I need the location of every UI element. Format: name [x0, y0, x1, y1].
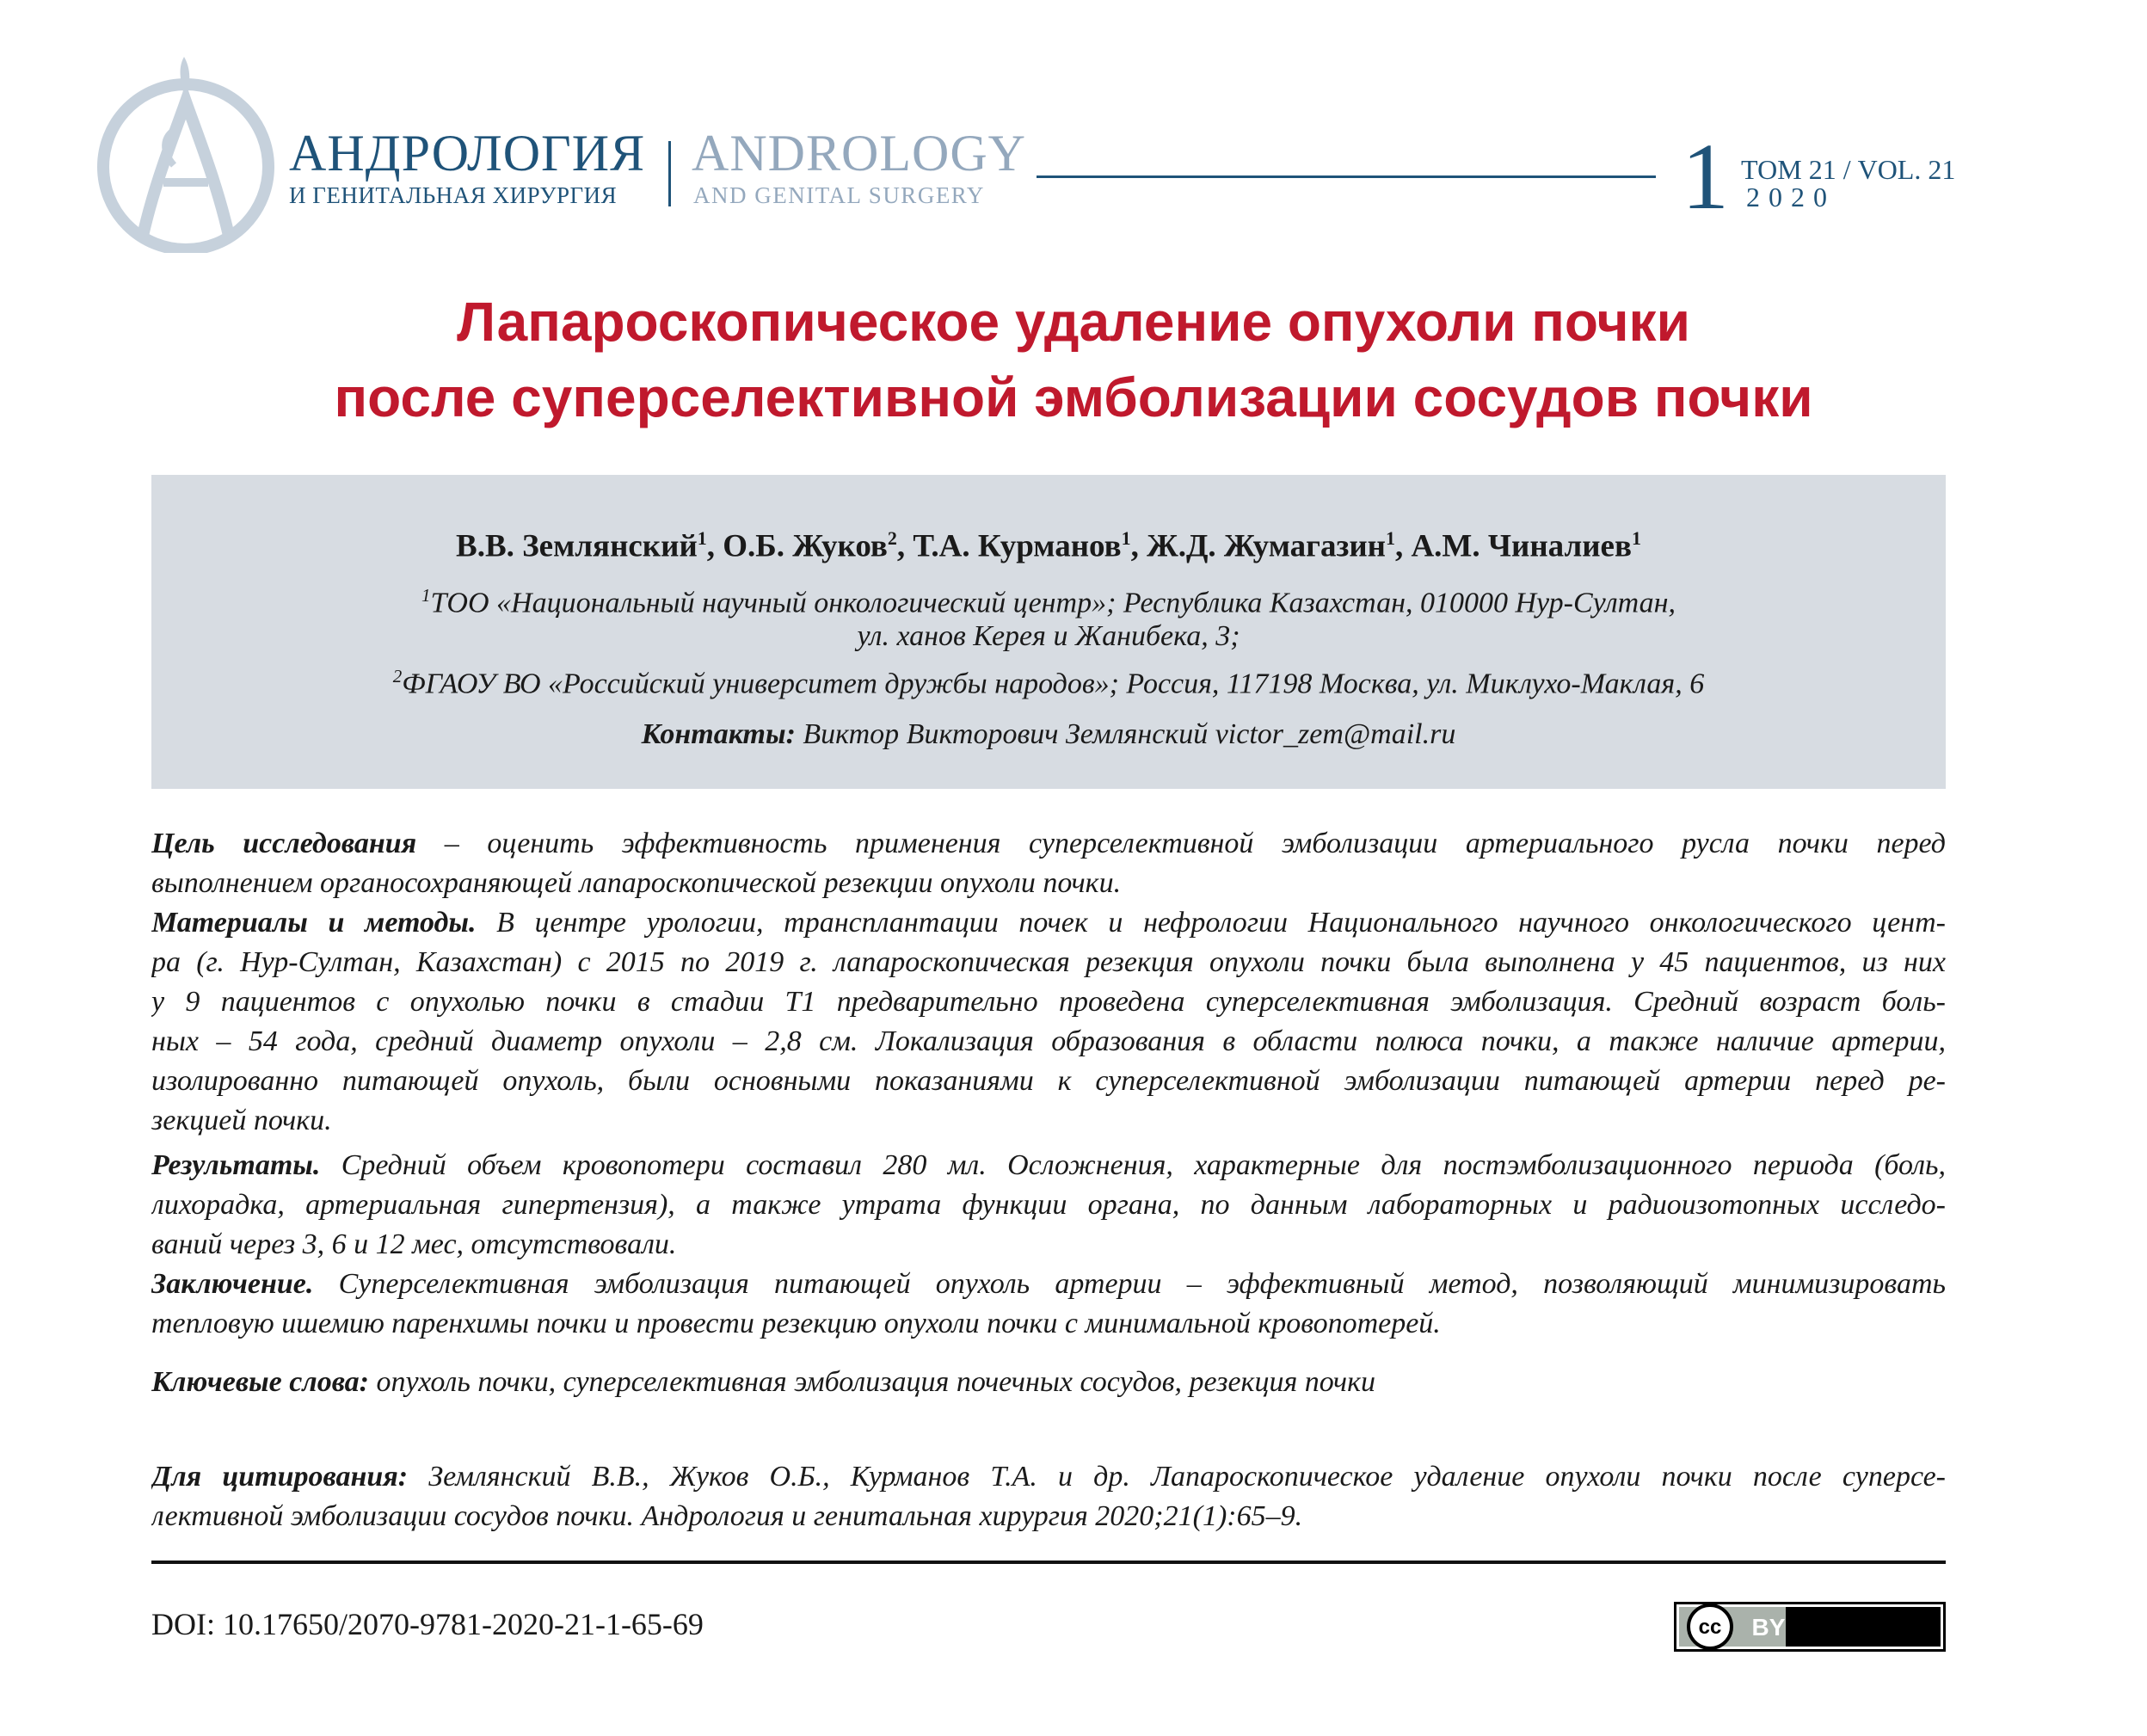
text-line: [151, 1363, 1946, 1402]
text-line: ных – 54 года, средний диаметр опухоли – 2,8 см. Локализация образования в области полюса почки, а также наличие артерии,: [151, 1025, 1946, 1057]
issue-year: 2020: [1746, 182, 1836, 212]
doi[interactable]: DOI: 10.17650/2070-9781-2020-21-1-65-69: [151, 1607, 704, 1641]
issue-number: 1: [1682, 124, 1729, 229]
author-name: А.М. Чиналиев: [1411, 528, 1632, 564]
journal-subtitle-en: AND GENITAL SURGERY: [693, 182, 985, 208]
author-affiliation-mark: 1: [1631, 527, 1641, 549]
contacts-label: Контакты:: [641, 718, 796, 750]
citation-label: Для цитирования:: [151, 1461, 409, 1493]
text-line: тепловую ишемию паренхимы почки и провести резекцию опухоли почки с минимальной кровопотерей.: [151, 1308, 1441, 1339]
author-name: Ж.Д. Жумагазин: [1147, 528, 1386, 564]
text-line: зекцией почки.: [151, 1105, 332, 1136]
journal-logo: [95, 53, 277, 253]
abstract-results: [151, 1146, 1946, 1265]
text-line: лективной эмболизации сосудов почки. Андрология и генитальная хирургия 2020;21(1):65–9.: [151, 1500, 1303, 1532]
affiliation-2-number: 2: [392, 666, 403, 686]
cc-text: cc: [1698, 1616, 1722, 1639]
journal-title-ru: АНДРОЛОГИЯ: [289, 125, 646, 182]
author-affiliation-mark: 1: [697, 527, 707, 549]
conclusion-text: Суперселективная эмболизация питающей опухоль артерии – эффективный метод, позволяющий минимизировать: [313, 1268, 1946, 1300]
article-title-line-1: Лапароскопическое удаление опухоли почки: [457, 291, 1690, 353]
author-list: [151, 520, 1946, 565]
text-line: ра (г. Нур-Султан, Казахстан) с 2015 по 2019 г. лапароскопическая резекция опухоли почки была выполнена у 45 пациентов, из них: [151, 946, 1946, 978]
header-rule: [1037, 175, 1656, 178]
author-name: Т.А. Курманов: [913, 528, 1122, 564]
journal-title-separator: [668, 141, 671, 206]
author-separator: ,: [1394, 528, 1412, 564]
abstract-conclusion: [151, 1265, 1946, 1344]
text-line: ваний через 3, 6 и 12 мес, отсутствовали.: [151, 1228, 677, 1260]
article-title-line-2: после суперселективной эмболизации сосудов почки: [334, 366, 1813, 428]
results-text: Средний объем кровопотери составил 280 мл. Осложнения, характерные для постэмболизационного периода (боль,: [320, 1149, 1946, 1181]
by-text: BY: [1751, 1614, 1786, 1641]
citation: [151, 1457, 1946, 1536]
abstract-aim: [151, 824, 1946, 903]
text-line: изолированно питающей опухоль, были основными показаниями к суперселективной эмболизации питающей артерии перед ре-: [151, 1065, 1946, 1097]
affiliation-1: [151, 576, 1946, 622]
citation-text: Землянский В.В., Жуков О.Б., Курманов Т.А. и др. Лапароскопическое удаление опухоли почки после суперсе-: [408, 1461, 1946, 1493]
issue-volume: ТОМ 21 / VOL. 21: [1741, 154, 1956, 185]
author-name: О.Б. Жуков: [723, 528, 888, 564]
journal-title-en: ANDROLOGY: [692, 125, 1026, 182]
results-label: Результаты.: [151, 1149, 321, 1181]
affiliation-2-text: ФГАОУ ВО «Российский университет дружбы народов»; Россия, 117198 Москва, ул. Миклухо-Маклая, 6: [402, 668, 1705, 700]
author-separator: ,: [706, 528, 723, 564]
text-line: [151, 1457, 1946, 1497]
author-affiliation-mark: 1: [1385, 527, 1395, 549]
text-line: выполнением органосохраняющей лапароскопической резекции опухоли почки.: [151, 867, 1122, 899]
methods-text: В центре урологии, трансплантации почек и нефрологии Национального научного онкологического цент-: [476, 907, 1946, 939]
affiliation-1-continued: ул. ханов Керея и Жанибека, 3;: [857, 620, 1240, 652]
text-line: у 9 пациентов с опухолью почки в стадии Т1 предварительно проведена суперселективная эмболизация. Средний возраст боль-: [151, 986, 1946, 1018]
journal-subtitle-ru: И ГЕНИТАЛЬНАЯ ХИРУРГИЯ: [289, 182, 618, 208]
abstract-methods: [151, 903, 1946, 1141]
keywords-label: Ключевые слова:: [151, 1366, 370, 1398]
footer-rule: [151, 1561, 1946, 1564]
contacts-text: Виктор Викторович Землянский victor_zem@mail.ru: [795, 718, 1456, 750]
text-line: лихорадка, артериальная гипертензия), а также утрата функции органа, по данным лабораторных и радиоизотопных исследо-: [151, 1189, 1946, 1221]
text-line: [151, 824, 1946, 864]
author-affiliation-mark: 2: [887, 527, 897, 549]
keywords: [151, 1363, 1946, 1402]
cc-by-license-badge[interactable]: [1674, 1602, 1946, 1652]
aim-text: – оценить эффективность применения суперселективной эмболизации артериального русла почки перед: [416, 828, 1946, 859]
author-name: В.В. Землянский: [456, 528, 698, 564]
keywords-text: опухоль почки, суперселективная эмболизация почечных сосудов, резекция почки: [369, 1366, 1376, 1398]
text-line: [151, 903, 1946, 943]
conclusion-label: Заключение.: [151, 1268, 314, 1300]
author-separator: ,: [1130, 528, 1147, 564]
methods-label: Материалы и методы.: [151, 907, 477, 939]
aim-label: Цель исследования: [151, 828, 417, 859]
author-separator: ,: [896, 528, 914, 564]
author-affiliation-mark: 1: [1121, 527, 1131, 549]
affiliation-2: [151, 657, 1946, 703]
affiliation-1-text: ТОО «Национальный научный онкологический центр»; Республика Казахстан, 010000 Нур-Султан,: [430, 587, 1676, 619]
contacts: [151, 716, 1946, 754]
affiliation-1-number: 1: [421, 585, 431, 606]
text-line: [151, 1265, 1946, 1304]
text-line: [151, 1146, 1946, 1185]
